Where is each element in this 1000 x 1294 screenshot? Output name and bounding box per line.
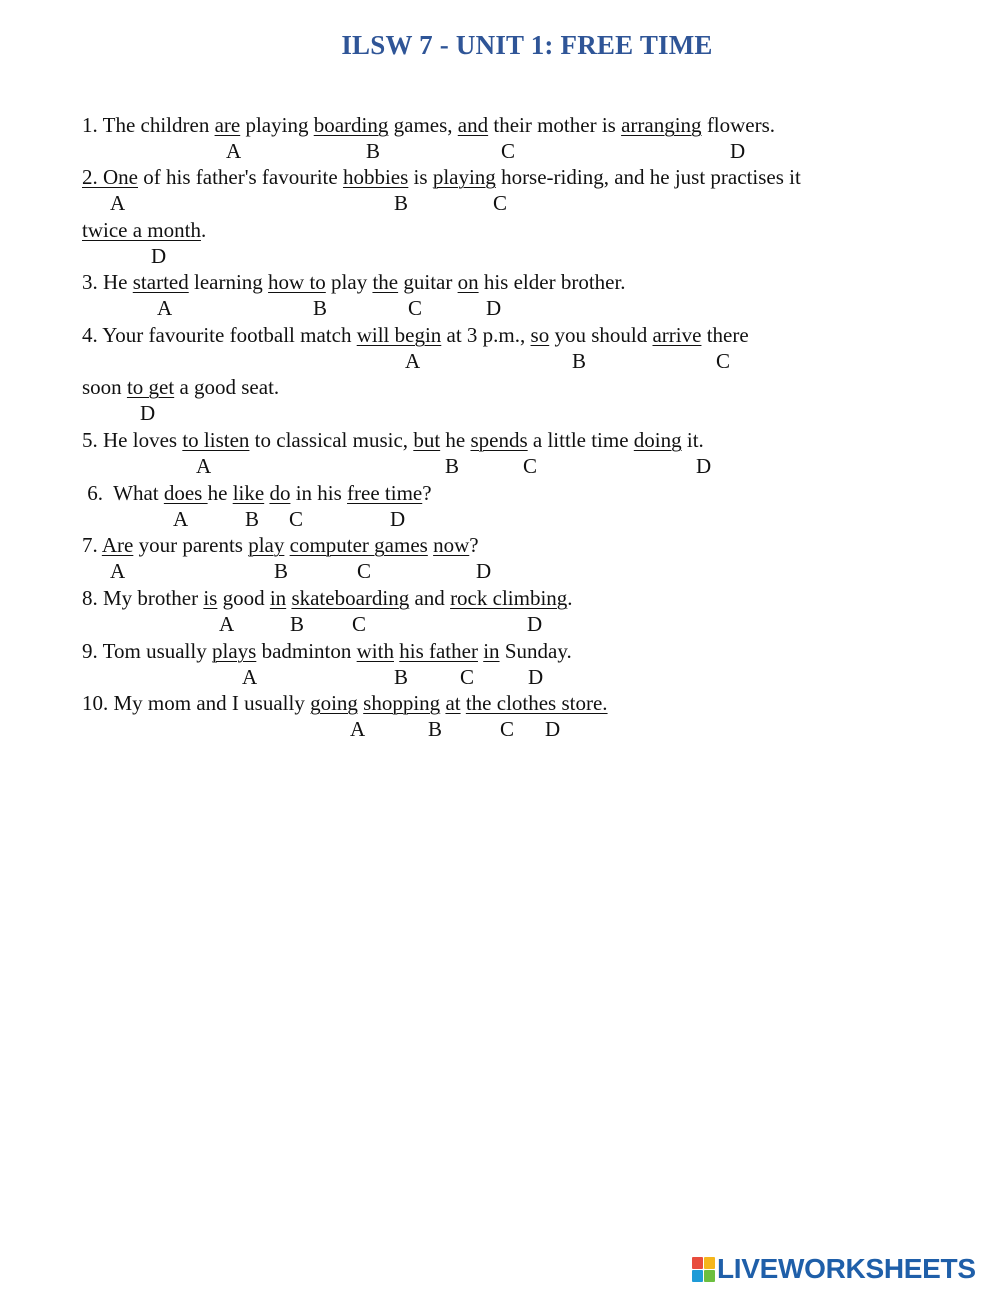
question-1-line-1	[82, 113, 775, 137]
underlined-option: started	[132, 270, 189, 294]
option-letter-b: B	[245, 507, 260, 531]
underlined-option: spends	[470, 428, 528, 452]
sentence-text: .	[567, 586, 573, 610]
question-5-line-1	[82, 428, 704, 452]
sentence-text: 3. He	[82, 270, 133, 294]
option-letter-b: B	[274, 559, 289, 583]
sentence-text: their mother is	[488, 113, 622, 137]
underlined-option: how to	[268, 270, 326, 294]
underlined-option: to get	[126, 375, 175, 399]
liveworksheets-logo-icon	[692, 1257, 714, 1281]
underlined-option: Are	[101, 533, 134, 557]
underlined-option: free time	[347, 481, 423, 505]
sentence-text: ?	[422, 481, 432, 505]
underlined-option: do	[269, 481, 291, 505]
sentence-text: his elder brother.	[478, 270, 626, 294]
underlined-option: arrive	[652, 323, 702, 347]
underlined-option: on	[457, 270, 479, 294]
sentence-text: guitar	[398, 270, 458, 294]
option-letter-d: D	[696, 454, 712, 478]
sentence-text: soon	[82, 375, 127, 399]
underlined-option: going	[310, 691, 358, 715]
liveworksheets-logo[interactable]	[692, 1254, 976, 1284]
sentence-text: 10. My mom and I usually	[82, 691, 311, 715]
underlined-option: play	[248, 533, 285, 557]
sentence-text: learning	[188, 270, 269, 294]
sentence-text: a little time	[527, 428, 634, 452]
underlined-option: the	[372, 270, 399, 294]
option-letter-b: B	[394, 191, 409, 215]
question-10-line-1	[82, 691, 608, 715]
underlined-option: shopping	[363, 691, 441, 715]
option-letter-a: A	[196, 454, 212, 478]
option-letter-d: D	[486, 296, 502, 320]
option-letter-d: D	[545, 717, 561, 741]
underlined-option: so	[530, 323, 550, 347]
underlined-option: doing	[633, 428, 682, 452]
sentence-text: there	[701, 323, 749, 347]
question-6-line-1	[82, 481, 432, 505]
option-letter-b: B	[313, 296, 328, 320]
underlined-option: in	[269, 586, 287, 610]
option-letter-a: A	[110, 559, 126, 583]
underlined-option: at	[445, 691, 461, 715]
underlined-option: does	[163, 481, 208, 505]
option-letter-c: C	[523, 454, 538, 478]
option-letter-a: A	[242, 665, 258, 689]
question-8-line-1	[82, 586, 573, 610]
underlined-option: in	[483, 639, 500, 663]
option-letter-a: A	[219, 612, 235, 636]
option-letter-d: D	[151, 244, 167, 268]
sentence-text: playing	[240, 113, 314, 137]
option-letter-c: C	[493, 191, 508, 215]
underlined-option: 2. One	[82, 165, 138, 189]
underlined-option: playing	[432, 165, 496, 189]
underlined-option: will begin	[356, 323, 442, 347]
option-letter-d: D	[730, 139, 746, 163]
sentence-text: a good seat.	[174, 375, 280, 399]
option-letter-b: B	[428, 717, 443, 741]
sentence-text: good	[217, 586, 270, 610]
underlined-option: but	[413, 428, 441, 452]
sentence-text: he	[207, 481, 233, 505]
option-letter-a: A	[173, 507, 189, 531]
sentence-text: 9. Tom usually	[82, 639, 212, 663]
option-letter-a: A	[110, 191, 126, 215]
question-2-line-1	[82, 165, 801, 189]
question-9-line-1	[82, 639, 572, 663]
option-letter-c: C	[289, 507, 304, 531]
sentence-text: is	[408, 165, 433, 189]
underlined-option: skateboarding	[291, 586, 410, 610]
sentence-text: games,	[388, 113, 458, 137]
option-letter-b: B	[366, 139, 381, 163]
underlined-option: rock climbing	[450, 586, 568, 610]
option-letter-a: A	[405, 349, 421, 373]
option-letter-c: C	[408, 296, 423, 320]
question-7-line-1	[82, 533, 479, 557]
sentence-text: your parents	[133, 533, 249, 557]
question-2-line-2	[82, 218, 206, 242]
option-letter-a: A	[157, 296, 173, 320]
sentence-text: 1. The children	[82, 113, 215, 137]
sentence-text: 6. What	[82, 481, 164, 505]
option-letter-b: B	[445, 454, 460, 478]
underlined-option: the clothes store.	[465, 691, 608, 715]
underlined-option: are	[214, 113, 241, 137]
page-title: ILSW 7 - UNIT 1: FREE TIME	[341, 30, 713, 60]
option-letter-c: C	[500, 717, 515, 741]
option-letter-c: C	[357, 559, 372, 583]
underlined-option: to listen	[182, 428, 250, 452]
underlined-option: his father	[399, 639, 478, 663]
sentence-text: 5. He loves	[82, 428, 183, 452]
underlined-option: boarding	[313, 113, 389, 137]
underlined-option: twice a month	[82, 218, 201, 242]
sentence-text: it.	[681, 428, 704, 452]
option-letter-d: D	[390, 507, 406, 531]
underlined-option: plays	[211, 639, 257, 663]
sentence-text: you should	[549, 323, 653, 347]
option-letter-d: D	[527, 612, 543, 636]
sentence-text: Sunday.	[499, 639, 572, 663]
question-3-line-1	[82, 270, 626, 294]
sentence-text: in his	[290, 481, 348, 505]
underlined-option: hobbies	[342, 165, 409, 189]
option-letter-d: D	[140, 401, 156, 425]
sentence-text: at 3 p.m.,	[441, 323, 531, 347]
option-letter-c: C	[501, 139, 516, 163]
sentence-text: 4. Your favourite football match	[82, 323, 357, 347]
sentence-text: horse-riding, and he just practises it	[495, 165, 801, 189]
option-letter-c: C	[352, 612, 367, 636]
option-letter-b: B	[394, 665, 409, 689]
sentence-text: badminton	[256, 639, 357, 663]
option-letter-d: D	[476, 559, 492, 583]
sentence-text: .	[200, 218, 207, 242]
underlined-option: with	[356, 639, 394, 663]
option-letter-a: A	[226, 139, 242, 163]
question-4-line-2	[82, 375, 279, 399]
question-4-line-1	[82, 323, 749, 347]
sentence-text: 7.	[82, 533, 102, 557]
underlined-option: and	[457, 113, 489, 137]
option-letter-b: B	[572, 349, 587, 373]
sentence-text: flowers.	[701, 113, 776, 137]
logo-text: LIVEWORKSHEETS	[717, 1253, 976, 1284]
underlined-option: arranging	[621, 113, 702, 137]
sentence-text: of his father's favourite	[138, 165, 343, 189]
option-letter-b: B	[290, 612, 305, 636]
sentence-text: to classical music,	[249, 428, 414, 452]
sentence-text: 8. My brother	[82, 586, 204, 610]
underlined-option: computer games	[289, 533, 428, 557]
sentence-text: play	[325, 270, 373, 294]
sentence-text: ?	[469, 533, 479, 557]
underlined-option: like	[232, 481, 265, 505]
option-letter-d: D	[528, 665, 544, 689]
underlined-option: now	[433, 533, 470, 557]
option-letter-c: C	[460, 665, 475, 689]
option-letter-c: C	[716, 349, 731, 373]
option-letter-a: A	[350, 717, 366, 741]
underlined-option: is	[203, 586, 218, 610]
sentence-text: he	[440, 428, 471, 452]
sentence-text: and	[409, 586, 451, 610]
